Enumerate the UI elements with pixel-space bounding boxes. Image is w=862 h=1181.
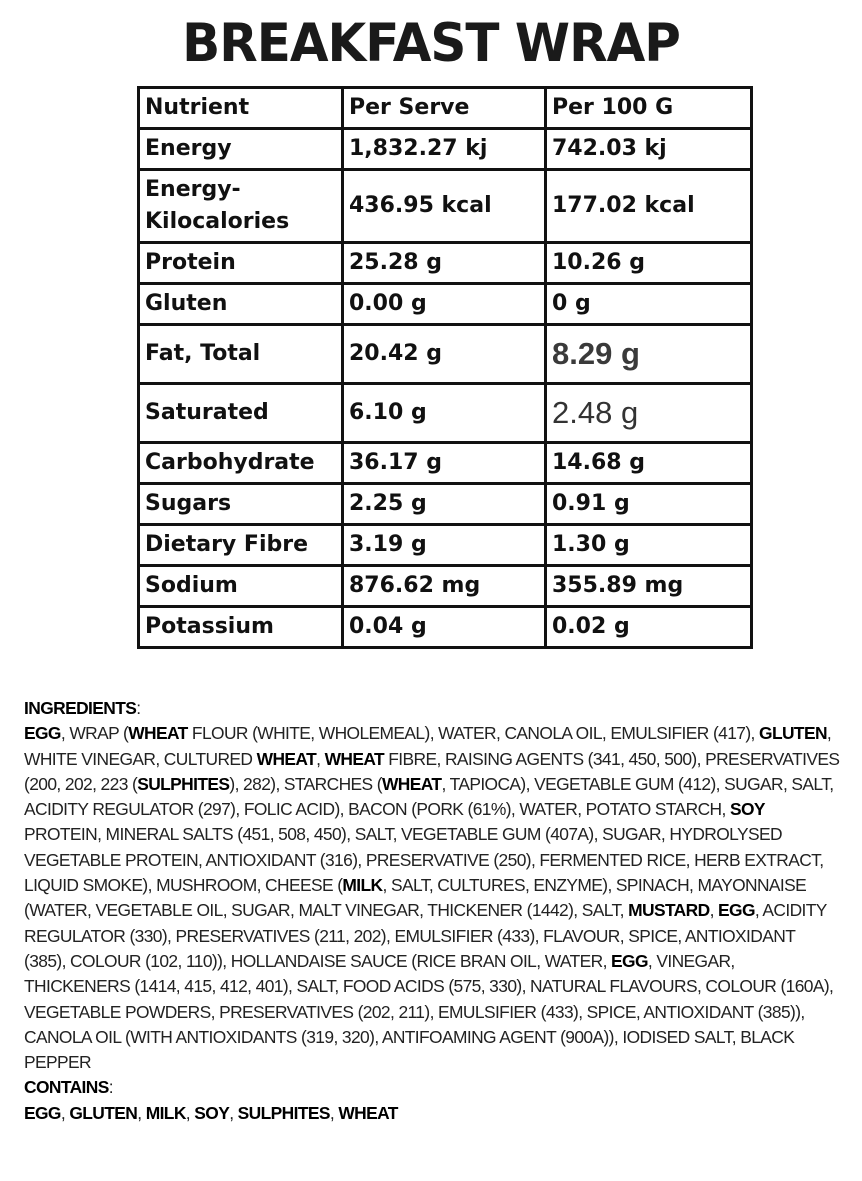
ingredients-heading: INGREDIENTS [24, 698, 137, 718]
per-serve-cell: 1,832.27 kj [343, 129, 546, 170]
allergen-highlight: WHEAT [128, 723, 188, 744]
nutrient-cell: Dietary Fibre [139, 525, 343, 566]
allergen-highlight: EGG [611, 950, 648, 971]
ingredient-text: , ACIDITY REGULATOR (330), PRESERVATIVES (211, 202), EMULSIFIER (433), FLAVOUR, SPICE, ANTIOXIDANT (385), COLOUR (102, 110)), HOLLANDAISE SAUCE (RICE BRAN OIL, WATER, [24, 900, 827, 971]
nutrient-cell: Sodium [139, 566, 343, 607]
ingredients-text [24, 721, 840, 1075]
ingredient-text: , VINEGAR, THICKENERS (1414, 415, 412, 401), SALT, FOOD ACIDS (575, 330), NATURAL FLAVOURS, COLOUR (160A), VEGETABLE POWDERS, PRESERVATIVES (202, 211), EMULSIFIER (433), SPICE, ANTIOXIDANT (385)), CANOLA OIL (WITH ANTIOXIDANTS (319, 320), ANTIFOAMING AGENT (900A)), IODISED SALT, BLACK PEPPER [24, 950, 834, 1073]
per-100g-cell: 2.48 g [546, 384, 752, 443]
allergen-highlight: EGG [718, 900, 755, 921]
nutrient-cell: Gluten [139, 284, 343, 325]
ingredient-text: PROTEIN, MINERAL SALTS (451, 508, 450), SALT, VEGETABLE GUM (407A), SUGAR, HYDROLYSED VEGETABLE PROTEIN, ANTIOXIDANT (316), PRESERVATIVE (250), FERMENTED RICE, HERB EXTRACT, LIQUID SMOKE), MUSHROOM, CHEESE ( [24, 824, 824, 896]
nutrient-cell: Carbohydrate [139, 443, 343, 484]
nutrient-cell: Energy-Kilocalories [139, 170, 343, 243]
per-100g-cell: 1.30 g [546, 525, 752, 566]
per-serve-cell: 876.62 mg [343, 566, 546, 607]
allergen-highlight: SOY [729, 799, 765, 820]
column-header-nutrient: Nutrient [139, 88, 343, 129]
nutrient-cell: Sugars [139, 484, 343, 525]
nutrition-table [137, 86, 753, 649]
table-row [139, 384, 752, 443]
per-serve-cell: 6.10 g [343, 384, 546, 443]
per-serve-cell: 36.17 g [343, 443, 546, 484]
allergen-highlight: WHEAT [256, 748, 317, 769]
table-row [139, 129, 752, 170]
nutrient-cell: Energy [139, 129, 343, 170]
page-title: BREAKFAST WRAP [182, 12, 680, 74]
contains-heading: CONTAINS [24, 1077, 109, 1098]
table-row [139, 284, 752, 325]
per-serve-cell: 20.42 g [343, 325, 546, 384]
ingredients-section: INGREDIENTS: EGG, WRAP (WHEAT FLOUR (WHITE, WHOLEMEAL), WATER, CANOLA OIL, EMULSIFIER (417), GLUTEN, WHITE VINEGAR, CULTURED WHEAT, WHEAT FIBRE, RAISING AGENTS (341, 450, 500), PRESERVATIVES (200, 202, 223 (SULPHITES), 282), STARCHES (WHEAT, TAPIOCA), VEGETABLE GUM (412), SUGAR, SALT, ACIDITY REGULATOR (297), FOLIC ACID), BACON (PORK (61%), WATER, POTATO STARCH, SOY PROTEIN, MINERAL SALTS (451, 508, 450), SALT, VEGETABLE GUM (407A), SUGAR, HYDROLYSED VEGETABLE PROTEIN, ANTIOXIDANT (316), PRESERVATIVE (250), FERMENTED RICE, HERB EXTRACT, LIQUID SMOKE), MUSHROOM, CHEESE (MILK, SALT, CULTURES, ENZYME), SPINACH, MAYONNAISE (WATER, VEGETABLE OIL, SUGAR, MALT VINEGAR, THICKENER (1442), SALT, MUSTARD, EGG, ACIDITY REGULATOR (330), PRESERVATIVES (211, 202), EMULSIFIER (433), FLAVOUR, SPICE, ANTIOXIDANT (385), COLOUR (102, 110)), HOLLANDAISE SAUCE (RICE BRAN OIL, WATER, EGG, VINEGAR, THICKENERS (1414, 415, 412, 401), SALT, FOOD ACIDS (575, 330), NATURAL FLAVOURS, COLOUR (160A), VEGETABLE POWDERS, PRESERVATIVES (202, 211), EMULSIFIER (433), SPICE, ANTIOXIDANT (385)), CANOLA OIL (WITH ANTIOXIDANTS (319, 320), ANTIFOAMING AGENT (900A)), IODISED SALT, BLACK PEPPER CONTAINS: EGG, GLUTEN, MILK, SOY, SULPHITES, WHEAT [24, 696, 840, 1126]
table-row [139, 325, 752, 384]
allergen-highlight: MUSTARD [628, 900, 710, 921]
per-100g-cell: 8.29 g [546, 325, 752, 384]
per-serve-cell: 2.25 g [343, 484, 546, 525]
table-row [139, 443, 752, 484]
table-header-row [139, 88, 752, 129]
contains-text [24, 1101, 840, 1126]
allergen-highlight: SULPHITES [237, 1102, 330, 1123]
allergen-highlight: MILK [145, 1102, 186, 1123]
per-100g-cell: 742.03 kj [546, 129, 752, 170]
per-100g-cell: 10.26 g [546, 243, 752, 284]
ingredient-text: ), 282), STARCHES ( [229, 773, 382, 794]
nutrient-cell: Saturated [139, 384, 343, 443]
table-row [139, 607, 752, 648]
allergen-highlight: SULPHITES [137, 773, 230, 794]
allergen-highlight: EGG [24, 1102, 61, 1123]
nutrient-cell: Fat, Total [139, 325, 343, 384]
ingredient-text: , [229, 1102, 238, 1123]
ingredient-text: , [137, 1102, 146, 1123]
per-serve-cell: 0.04 g [343, 607, 546, 648]
allergen-highlight: GLUTEN [69, 1102, 138, 1123]
ingredient-text: , [329, 1102, 339, 1123]
allergen-highlight: MILK [342, 875, 383, 896]
ingredient-text: , TAPIOCA), VEGETABLE GUM (412), SUGAR, SALT, ACIDITY REGULATOR (297), FOLIC ACID), BACON (PORK (61%), WATER, POTATO STARCH, [24, 773, 834, 820]
per-serve-cell: 436.95 kcal [343, 170, 546, 243]
allergen-highlight: WHEAT [324, 748, 385, 769]
nutrient-cell: Potassium [139, 607, 343, 648]
table-row [139, 243, 752, 284]
per-100g-cell: 0 g [546, 284, 752, 325]
per-100g-cell: 0.02 g [546, 607, 752, 648]
per-100g-cell: 355.89 mg [546, 566, 752, 607]
allergen-highlight: SOY [194, 1102, 230, 1123]
table-row [139, 170, 752, 243]
ingredient-text: , SALT, CULTURES, ENZYME), SPINACH, MAYONNAISE (WATER, VEGETABLE OIL, SUGAR, MALT VINEGAR, THICKENER (1442), SALT, [24, 875, 807, 921]
ingredient-text: , [185, 1102, 195, 1123]
ingredient-text: , [709, 900, 719, 921]
per-serve-cell: 3.19 g [343, 525, 546, 566]
per-100g-cell: 177.02 kcal [546, 170, 752, 243]
table-row [139, 525, 752, 566]
allergen-highlight: GLUTEN [759, 723, 827, 744]
per-serve-cell: 0.00 g [343, 284, 546, 325]
ingredient-text: , WRAP ( [60, 723, 129, 744]
allergen-highlight: WHEAT [338, 1102, 398, 1123]
ingredient-text: , [316, 748, 325, 769]
ingredient-text: FLOUR (WHITE, WHOLEMEAL), WATER, CANOLA OIL, EMULSIFIER (417), [187, 723, 760, 744]
column-header-per-serve: Per Serve [343, 88, 546, 129]
nutrient-cell: Protein [139, 243, 343, 284]
ingredient-text: FIBRE, RAISING AGENTS (341, 450, 500), PRESERVATIVES (200, 202, 223 ( [24, 748, 840, 794]
allergen-highlight: WHEAT [381, 773, 442, 794]
column-header-per-100g: Per 100 G [546, 88, 752, 129]
table-row [139, 566, 752, 607]
per-100g-cell: 0.91 g [546, 484, 752, 525]
per-100g-cell: 14.68 g [546, 443, 752, 484]
table-row [139, 484, 752, 525]
allergen-highlight: EGG [24, 723, 61, 744]
ingredient-text: , WHITE VINEGAR, CULTURED [24, 723, 832, 769]
per-serve-cell: 25.28 g [343, 243, 546, 284]
ingredient-text: , [60, 1102, 70, 1123]
